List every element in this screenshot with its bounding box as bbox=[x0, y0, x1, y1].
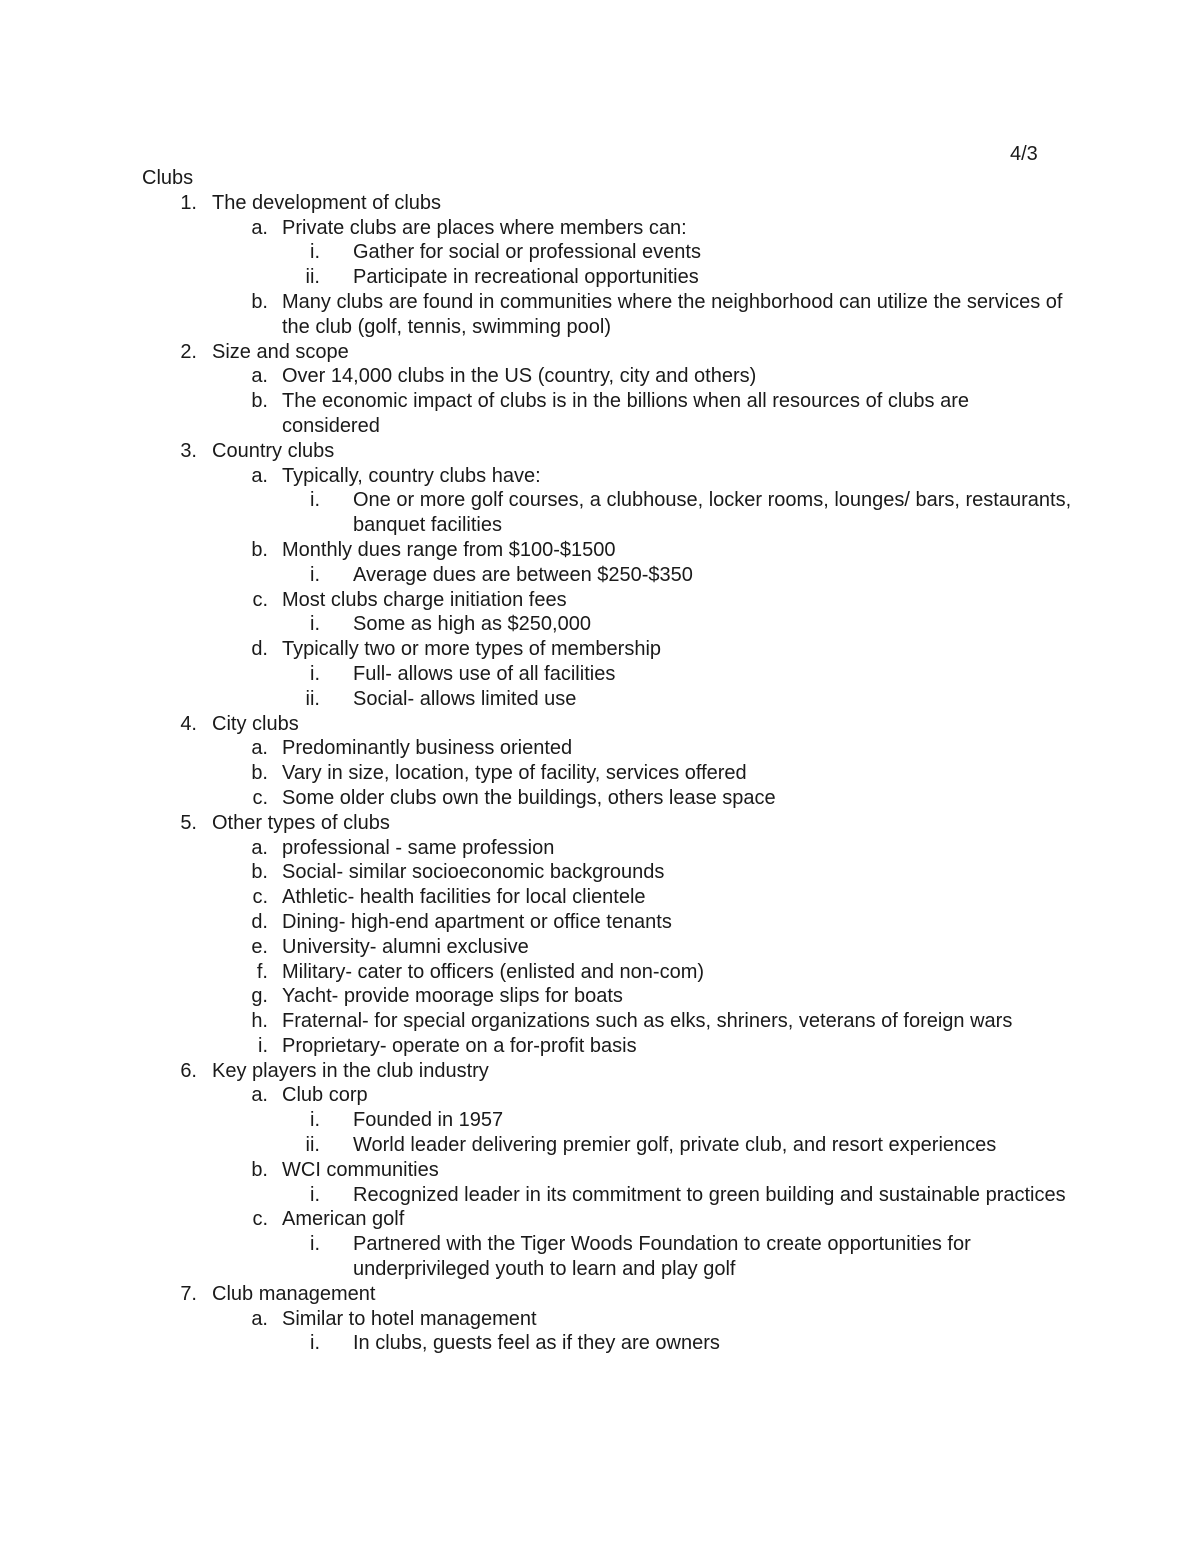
list-item bbox=[142, 1158, 1072, 1183]
list-item-text: Dining- high-end apartment or office tenants bbox=[282, 910, 672, 933]
list-item-text: American golf bbox=[282, 1208, 405, 1231]
list-item-text: Key players in the club industry bbox=[212, 1059, 489, 1082]
list-item-text: Many clubs are found in communities where the neighborhood can utilize the services of the club (golf, tennis, swimming pool) bbox=[282, 290, 1063, 338]
list-item bbox=[142, 538, 1072, 563]
list-item-text: Country clubs bbox=[212, 439, 335, 462]
list-marker: d. bbox=[251, 910, 268, 933]
list-item-text: Private clubs are places where members can: bbox=[282, 216, 687, 239]
list-marker: d. bbox=[251, 638, 268, 661]
sub-list-item bbox=[142, 1331, 1072, 1356]
list-marker: a. bbox=[251, 464, 268, 487]
list-item-text: professional - same profession bbox=[282, 836, 555, 859]
list-item bbox=[142, 364, 1072, 389]
list-marker: b. bbox=[251, 290, 268, 313]
section-heading bbox=[142, 340, 1072, 365]
list-item-text: Proprietary- operate on a for-profit basis bbox=[282, 1034, 637, 1057]
list-marker: f. bbox=[256, 960, 268, 983]
list-item-text: Gather for social or professional events bbox=[353, 241, 701, 264]
sub-list-item bbox=[142, 612, 1072, 637]
list-item-text: Participate in recreational opportunities bbox=[353, 266, 699, 289]
list-item-text: Social- allows limited use bbox=[353, 687, 577, 710]
list-item-text: Vary in size, location, type of facility, services offered bbox=[282, 762, 747, 785]
list-item bbox=[142, 836, 1072, 861]
list-item-text: Over 14,000 clubs in the US (country, city and others) bbox=[282, 365, 757, 388]
list-item-text: Size and scope bbox=[212, 340, 349, 363]
list-marker: b. bbox=[251, 861, 268, 884]
list-item-text: World leader delivering premier golf, private club, and resort experiences bbox=[353, 1134, 997, 1157]
list-marker: i. bbox=[310, 613, 320, 636]
list-item bbox=[142, 1307, 1072, 1332]
list-item bbox=[142, 588, 1072, 613]
list-item-text: One or more golf courses, a clubhouse, locker rooms, lounges/ bars, restaurants, banquet facilities bbox=[353, 489, 1072, 537]
section-heading bbox=[142, 191, 1072, 216]
list-item-text: The economic impact of clubs is in the billions when all resources of clubs are considered bbox=[282, 390, 969, 437]
list-marker: a. bbox=[251, 1307, 268, 1330]
list-item-text: City clubs bbox=[212, 712, 299, 735]
list-item bbox=[142, 1083, 1072, 1108]
list-marker: 2. bbox=[180, 340, 197, 363]
list-marker: a. bbox=[251, 737, 268, 760]
list-item-text: Social- similar socioeconomic backgrounds bbox=[282, 861, 665, 884]
list-item-text: Recognized leader in its commitment to green building and sustainable practices bbox=[353, 1183, 1066, 1206]
list-item-text: Monthly dues range from $100-$1500 bbox=[282, 538, 616, 561]
list-marker: i. bbox=[258, 1034, 268, 1057]
list-item bbox=[142, 464, 1072, 489]
list-item-text: Partnered with the Tiger Woods Foundation to create opportunities for underprivileged youth to learn and play golf bbox=[353, 1233, 971, 1281]
list-marker: b. bbox=[251, 1158, 268, 1181]
sub-list-item bbox=[142, 488, 1072, 538]
list-item bbox=[142, 216, 1072, 241]
list-marker: a. bbox=[251, 836, 268, 859]
sub-list-item bbox=[142, 265, 1072, 290]
list-item-text: Founded in 1957 bbox=[353, 1109, 504, 1132]
list-item bbox=[142, 736, 1072, 761]
document-title: Clubs bbox=[142, 167, 194, 189]
sub-list-item bbox=[142, 1133, 1072, 1158]
list-marker: c. bbox=[252, 786, 268, 809]
list-item-text: Average dues are between $250-$350 bbox=[353, 563, 693, 586]
list-marker: i. bbox=[310, 1183, 320, 1206]
list-item bbox=[142, 984, 1072, 1009]
section-heading bbox=[142, 439, 1072, 464]
list-marker: 7. bbox=[180, 1282, 197, 1305]
list-item-text: The development of clubs bbox=[212, 191, 442, 214]
list-marker: 1. bbox=[180, 191, 197, 214]
sub-list-item bbox=[142, 662, 1072, 687]
list-item-text: Fraternal- for special organizations such as elks, shriners, veterans of foreign wars bbox=[282, 1010, 1013, 1033]
list-item bbox=[142, 935, 1072, 960]
document bbox=[142, 166, 1072, 1356]
list-marker: c. bbox=[252, 588, 268, 611]
list-item-text: Yacht- provide moorage slips for boats bbox=[282, 985, 623, 1008]
sub-list-item bbox=[142, 687, 1072, 712]
list-item bbox=[142, 389, 1072, 439]
list-item-text: Military- cater to officers (enlisted and non-com) bbox=[282, 960, 705, 983]
sub-list-item bbox=[142, 1108, 1072, 1133]
list-item-text: Most clubs charge initiation fees bbox=[282, 588, 567, 611]
sub-list-item bbox=[142, 240, 1072, 265]
sub-list-item bbox=[142, 1232, 1072, 1282]
list-marker: i. bbox=[310, 662, 320, 685]
list-item-text: Typically, country clubs have: bbox=[282, 464, 541, 487]
list-marker: b. bbox=[251, 390, 268, 413]
list-item-text: Other types of clubs bbox=[212, 811, 390, 834]
list-marker: a. bbox=[251, 216, 268, 239]
list-item bbox=[142, 1207, 1072, 1232]
list-item-text: In clubs, guests feel as if they are owners bbox=[353, 1332, 720, 1355]
list-marker: ii. bbox=[305, 1134, 320, 1157]
list-item-text: Some older clubs own the buildings, others lease space bbox=[282, 786, 776, 809]
list-marker: ii. bbox=[305, 687, 320, 710]
section-heading bbox=[142, 1059, 1072, 1084]
sub-list-item bbox=[142, 563, 1072, 588]
list-marker: i. bbox=[310, 1332, 320, 1355]
list-marker: i. bbox=[310, 1109, 320, 1132]
list-item bbox=[142, 885, 1072, 910]
list-marker: e. bbox=[251, 935, 268, 958]
list-item bbox=[142, 1034, 1072, 1059]
list-item bbox=[142, 761, 1072, 786]
list-item bbox=[142, 637, 1072, 662]
list-item-text: Club corp bbox=[282, 1084, 368, 1107]
list-item-text: University- alumni exclusive bbox=[282, 935, 529, 958]
page-date: 4/3 bbox=[1010, 143, 1038, 165]
list-item bbox=[142, 290, 1072, 340]
list-item-text: Similar to hotel management bbox=[282, 1307, 537, 1330]
list-item bbox=[142, 910, 1072, 935]
list-marker: ii. bbox=[305, 266, 320, 289]
list-marker: c. bbox=[252, 1208, 268, 1231]
list-item bbox=[142, 1009, 1072, 1034]
list-marker: b. bbox=[251, 538, 268, 561]
list-item-text: Full- allows use of all facilities bbox=[353, 662, 616, 685]
list-marker: 5. bbox=[180, 811, 197, 834]
list-item-text: WCI communities bbox=[282, 1158, 439, 1181]
list-item bbox=[142, 786, 1072, 811]
list-marker: i. bbox=[310, 241, 320, 264]
list-marker: i. bbox=[310, 489, 320, 512]
list-marker: i. bbox=[310, 1233, 320, 1256]
list-marker: h. bbox=[251, 1010, 268, 1033]
list-marker: i. bbox=[310, 563, 320, 586]
list-item-text: Predominantly business oriented bbox=[282, 737, 573, 760]
list-item-text: Typically two or more types of membership bbox=[282, 638, 662, 661]
list-marker: b. bbox=[251, 762, 268, 785]
list-item bbox=[142, 860, 1072, 885]
list-marker: a. bbox=[251, 365, 268, 388]
section-heading bbox=[142, 1282, 1072, 1307]
list-marker: 3. bbox=[180, 439, 197, 462]
section-heading bbox=[142, 811, 1072, 836]
list-item bbox=[142, 960, 1072, 985]
list-marker: g. bbox=[251, 985, 268, 1008]
list-marker: 6. bbox=[180, 1059, 197, 1082]
sub-list-item bbox=[142, 1183, 1072, 1208]
list-marker: c. bbox=[252, 886, 268, 909]
list-item-text: Club management bbox=[212, 1282, 376, 1305]
list-item-text: Some as high as $250,000 bbox=[353, 613, 591, 636]
outline bbox=[142, 191, 1072, 1356]
list-marker: 4. bbox=[180, 712, 197, 735]
list-item-text: Athletic- health facilities for local clientele bbox=[282, 886, 646, 909]
list-marker: a. bbox=[251, 1084, 268, 1107]
section-heading bbox=[142, 712, 1072, 737]
